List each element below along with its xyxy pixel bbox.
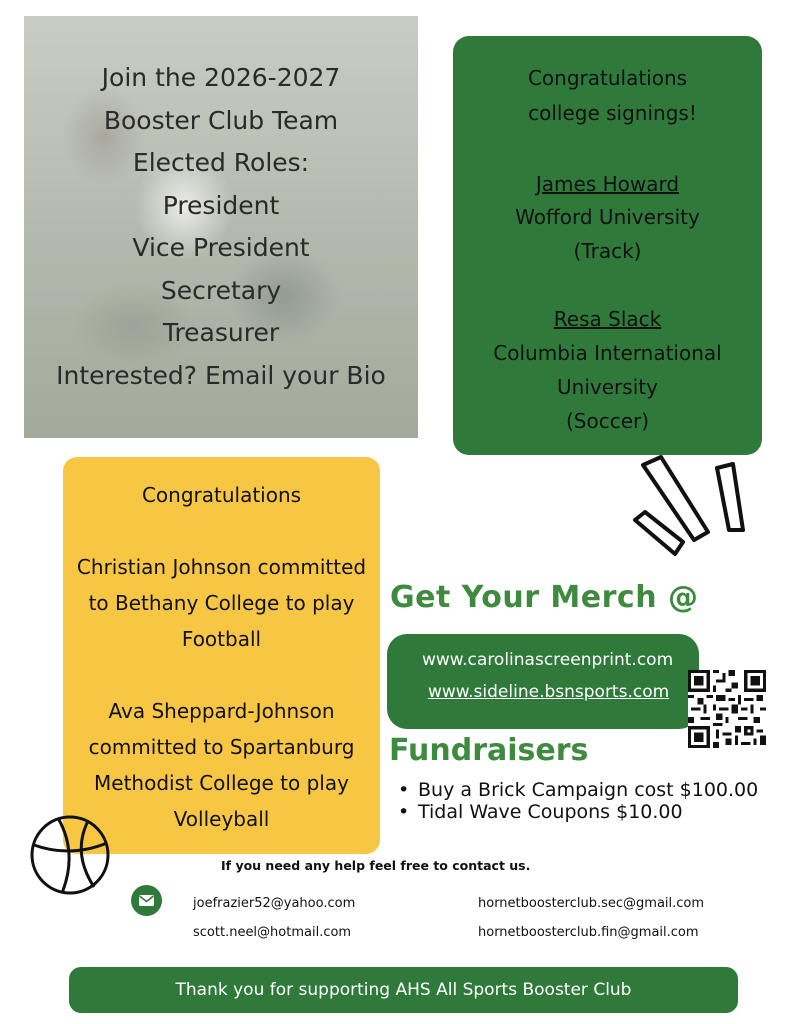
signings-title-line-1: Congratulations <box>527 66 688 90</box>
booster-role-secretary: Secretary <box>160 275 282 305</box>
merch-heading: Get Your Merch @ <box>390 580 699 615</box>
commitments-panel <box>63 457 380 854</box>
footer-text: Thank you for supporting AHS All Sports Booster Club <box>175 980 632 1000</box>
fundraiser-item: • Tidal Wave Coupons $10.00 <box>398 801 758 823</box>
signings-title-line-2: college signings! <box>528 101 697 125</box>
email-address[interactable]: hornetboosterclub.sec@gmail.com <box>478 896 705 911</box>
athlete-name: James Howard <box>535 172 680 196</box>
athlete-school: Columbia International <box>493 341 722 365</box>
booster-line-2: Booster Club Team <box>103 105 339 135</box>
booster-role-president: President <box>162 190 280 220</box>
footer-bar <box>69 967 738 1013</box>
booster-club-photo-panel <box>24 16 418 438</box>
commitment-line: to Bethany College to play <box>88 591 355 615</box>
qr-code[interactable] <box>688 670 766 748</box>
athlete-school-line-2: University <box>557 375 658 399</box>
fundraisers-heading: Fundraisers <box>389 733 589 768</box>
accent-marks-decoration <box>625 450 755 580</box>
commitment-line: Methodist College to play <box>94 771 349 795</box>
fundraiser-item: • Buy a Brick Campaign cost $100.00 <box>398 779 758 801</box>
commitment-line: Volleyball <box>173 807 270 831</box>
booster-call-to-action: Interested? Email your Bio <box>56 360 386 390</box>
booster-role-treasurer: Treasurer <box>162 318 280 347</box>
email-address[interactable]: scott.neel@hotmail.com <box>193 925 352 940</box>
merch-link-sideline[interactable]: www.sideline.bsnsports.com <box>428 682 670 702</box>
help-text: If you need any help feel free to contact us. <box>221 858 531 873</box>
merch-links-panel <box>387 634 699 729</box>
booster-role-vice-president: Vice President <box>132 233 310 262</box>
basketball-icon <box>28 813 112 897</box>
commitments-title: Congratulations <box>141 483 302 507</box>
booster-line-1: Join the 2026-2027 <box>101 63 341 92</box>
fundraisers-list <box>398 779 758 823</box>
athlete-sport: (Track) <box>573 239 642 263</box>
college-signings-panel <box>453 36 762 455</box>
athlete-name: Resa Slack <box>553 307 662 331</box>
athlete-school: Wofford University <box>515 205 700 229</box>
commitment-line: Football <box>181 627 262 651</box>
email-icon <box>131 885 162 916</box>
athlete-sport: (Soccer) <box>565 409 650 433</box>
commitment-line: committed to Spartanburg <box>88 735 355 759</box>
commitment-line: Christian Johnson committed <box>76 555 367 579</box>
merch-link-carolina[interactable]: www.carolinascreenprint.com <box>422 650 674 670</box>
email-address[interactable]: joefrazier52@yahoo.com <box>193 896 356 911</box>
email-address[interactable]: hornetboosterclub.fin@gmail.com <box>478 925 699 940</box>
booster-line-3: Elected Roles: <box>132 148 310 177</box>
commitment-line: Ava Sheppard-Johnson <box>108 699 335 723</box>
